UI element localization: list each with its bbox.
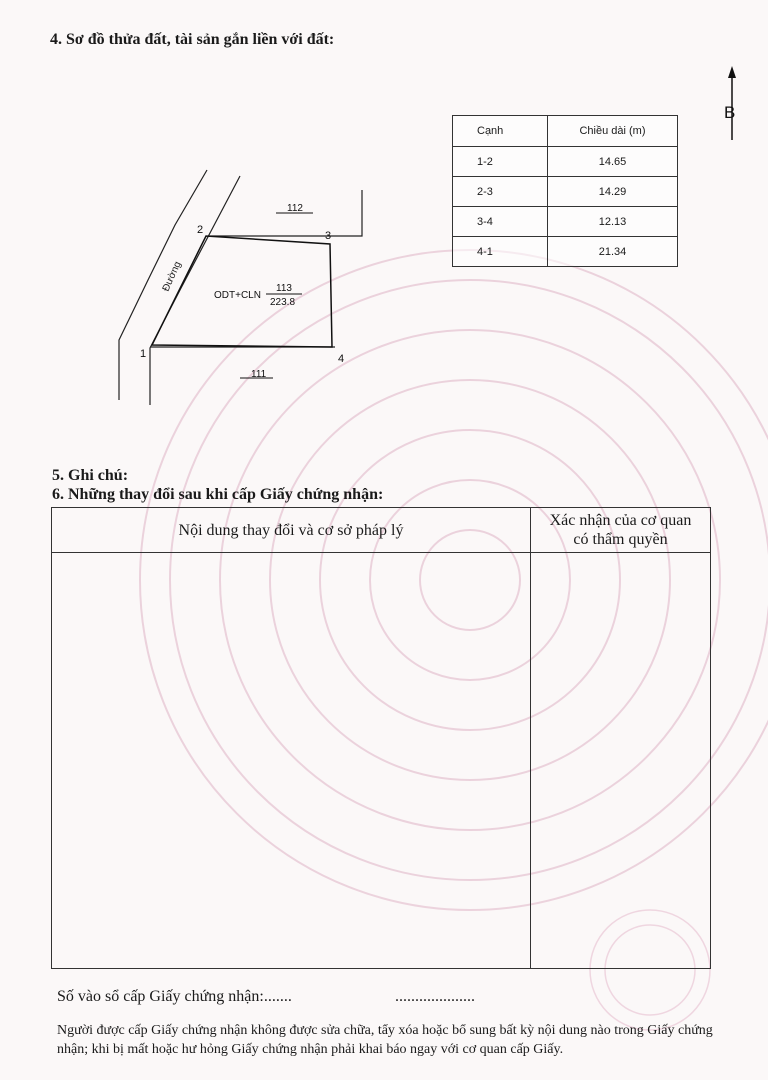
vertex-4-label: 4: [338, 353, 345, 365]
length-cell: 21.34: [548, 237, 678, 267]
changes-table: [51, 507, 711, 969]
vertex-1-label: 1: [140, 348, 147, 360]
register-number-value: ....................: [395, 988, 475, 1005]
table-row: [453, 237, 678, 267]
section-5-heading: 5. Ghi chú:: [52, 467, 129, 484]
length-cell: 14.65: [548, 147, 678, 177]
north-label: B: [724, 103, 736, 122]
table-row: [52, 553, 711, 969]
table-row: [453, 207, 678, 237]
length-cell: 12.13: [548, 207, 678, 237]
edge-length-table: [452, 115, 678, 267]
changes-content-cell: [52, 553, 531, 969]
edge-header: Cạnh: [453, 116, 548, 147]
register-number-label: Số vào sổ cấp Giấy chứng nhận:.......: [57, 988, 292, 1005]
vertex-2-label: 2: [197, 224, 204, 236]
changes-content-header: Nội dung thay đổi và cơ sở pháp lý: [52, 508, 531, 553]
authority-confirmation-cell: [531, 553, 711, 969]
legal-notice: Người được cấp Giấy chứng nhận không được sửa chữa, tẩy xóa hoặc bổ sung bất kỳ nội dung nào trong Giấy chứng nhận; khi bị mất hoặc hư hỏng Giấy chứng nhận phải khai báo ngay với cơ quan cấp Giấy.: [57, 1023, 713, 1057]
edge-cell: 4-1: [453, 237, 548, 267]
road-label: Đường: [160, 259, 184, 294]
parcel-number: 113: [276, 283, 292, 294]
edge-cell: 2-3: [453, 177, 548, 207]
edge-cell: 3-4: [453, 207, 548, 237]
neighbor-south-number: 111: [251, 369, 267, 380]
section-6-heading: 6. Những thay đổi sau khi cấp Giấy chứng nhận:: [52, 486, 384, 503]
parcel-area: 223.8: [270, 297, 296, 308]
vertex-3-label: 3: [325, 230, 332, 242]
section-4-heading: 4. Sơ đồ thửa đất, tài sản gắn liền với đất:: [50, 31, 335, 48]
authority-header-line-1: Xác nhận của cơ quan: [549, 512, 692, 529]
parcel-code: ODT+CLN: [214, 290, 261, 301]
edge-cell: 1-2: [453, 147, 548, 177]
length-header: Chiều dài (m): [548, 116, 678, 147]
table-row: [453, 147, 678, 177]
authority-header-line-2: có thẩm quyền: [573, 531, 668, 548]
table-row: [453, 177, 678, 207]
authority-confirmation-header: [531, 508, 711, 553]
length-cell: 14.29: [548, 177, 678, 207]
neighbor-north-number: 112: [287, 203, 303, 214]
